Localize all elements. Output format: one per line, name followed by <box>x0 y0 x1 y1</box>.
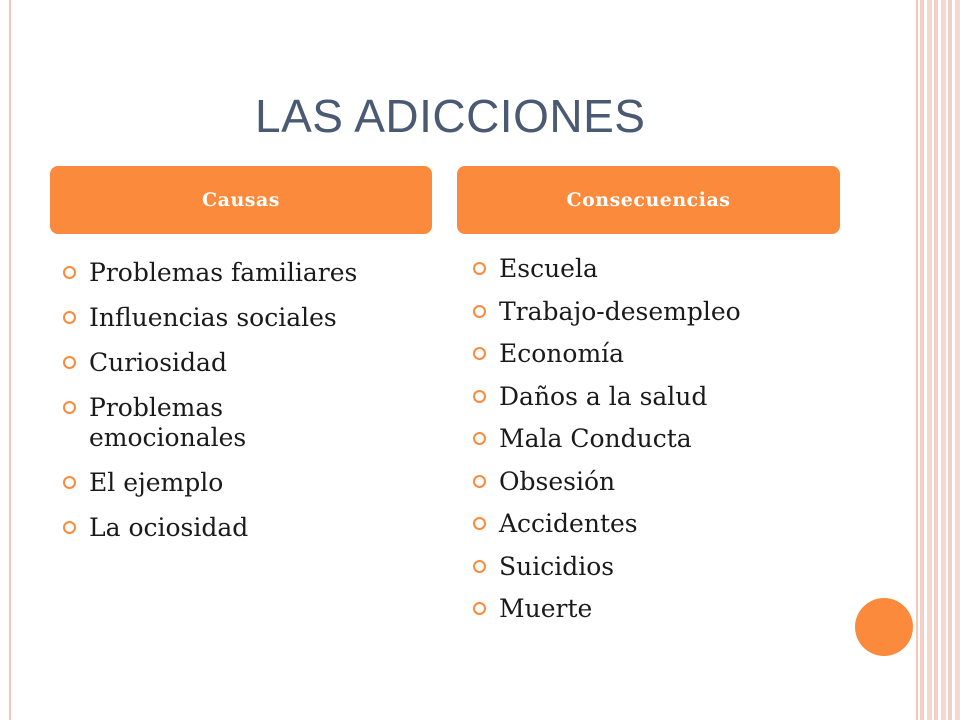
list-item: Daños a la salud <box>473 382 833 412</box>
list-item: Problemas emocionales <box>63 393 319 453</box>
slide-title: LAS ADICCIONES <box>255 90 646 142</box>
list-item: Accidentes <box>473 509 833 539</box>
bullet-icon <box>63 401 76 414</box>
header-causas-label: Causas <box>202 189 280 211</box>
header-consecuencias-label: Consecuencias <box>566 189 731 211</box>
list-item: Problemas familiares <box>63 258 423 288</box>
header-causas <box>50 166 432 234</box>
bullet-icon <box>473 305 486 318</box>
bullet-icon <box>63 476 76 489</box>
bullet-icon <box>473 475 486 488</box>
bullet-icon <box>63 266 76 279</box>
list-item: Mala Conducta <box>473 424 833 454</box>
list-item: Trabajo-desempleo <box>473 297 833 327</box>
list-item: Suicidios <box>473 552 833 582</box>
bullet-icon <box>63 311 76 324</box>
list-item: La ociosidad <box>63 513 423 543</box>
list-item: Curiosidad <box>63 348 423 378</box>
bullet-icon <box>63 521 76 534</box>
list-item: Escuela <box>473 254 833 284</box>
header-consecuencias <box>457 166 840 234</box>
list-item: Economía <box>473 339 833 369</box>
list-item: El ejemplo <box>63 468 423 498</box>
bullet-icon <box>473 432 486 445</box>
bullet-icon <box>473 347 486 360</box>
frame-left-border <box>9 0 11 720</box>
bullet-icon <box>473 560 486 573</box>
frame-right-stripes <box>920 0 960 720</box>
list-item: Influencias sociales <box>63 303 423 333</box>
list-item: Muerte <box>473 594 833 624</box>
decorative-circle <box>855 598 913 656</box>
frame-right-line <box>916 0 918 720</box>
bullet-icon <box>473 262 486 275</box>
bullet-icon <box>63 356 76 369</box>
bullet-icon <box>473 602 486 615</box>
causas-list <box>63 258 423 558</box>
bullet-icon <box>473 517 486 530</box>
list-item: Obsesión <box>473 467 833 497</box>
bullet-icon <box>473 390 486 403</box>
consecuencias-list <box>473 254 833 637</box>
